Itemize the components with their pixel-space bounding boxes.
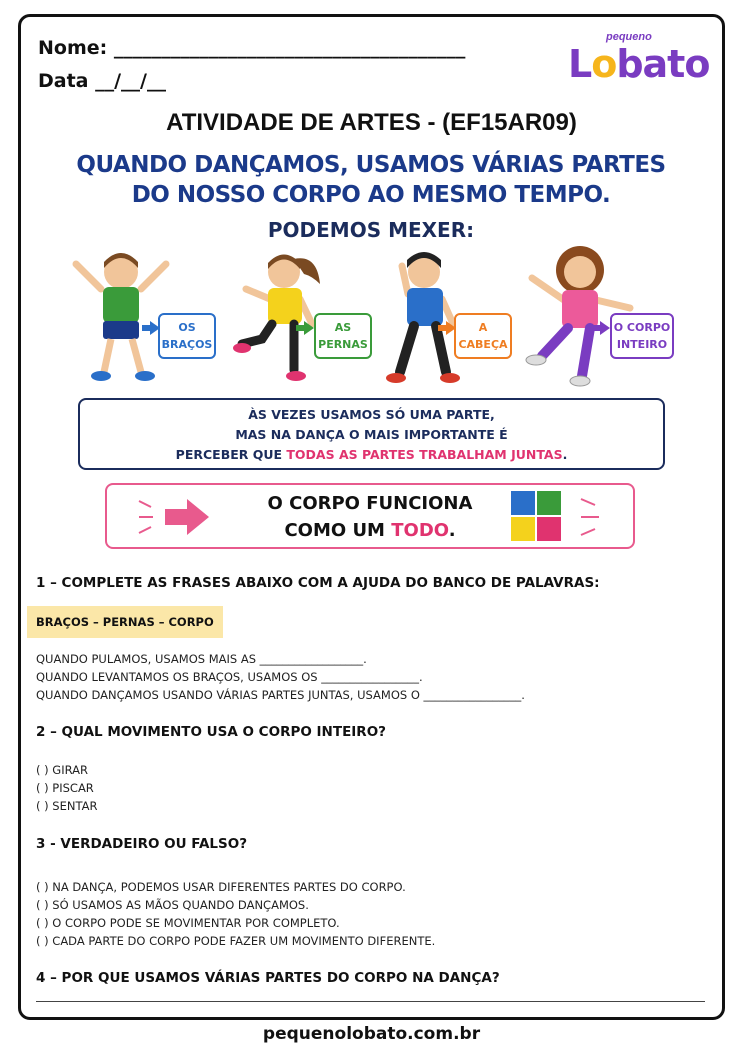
question-3-title: 3 - VERDADEIRO OU FALSO?: [36, 836, 248, 852]
true-false-item-1[interactable]: ( ) NA DANÇA, PODEMOS USAR DIFERENTES PARTES DO CORPO.: [36, 880, 406, 894]
arrow-arms-stem: [142, 325, 150, 331]
name-field[interactable]: Nome: _____________________________________: [38, 37, 466, 59]
label-legs: [314, 313, 372, 359]
label-arms: [158, 313, 216, 359]
logo-small-text: pequeno: [606, 31, 652, 43]
question-3-items: [36, 878, 435, 950]
true-false-item-4[interactable]: ( ) CADA PARTE DO CORPO PODE FAZER UM MOVIMENTO DIFERENTE.: [36, 934, 436, 948]
todo-box: [105, 483, 635, 549]
arrow-legs-stem: [296, 325, 304, 331]
label-whole-body: [610, 313, 674, 359]
option-sentar[interactable]: ( ) SENTAR: [36, 799, 98, 813]
label-head: [454, 313, 512, 359]
label-body-line-1: O CORPO: [613, 321, 671, 334]
poster-subheading: PODEMOS MEXER:: [267, 218, 475, 242]
answer-line[interactable]: [36, 1001, 705, 1002]
logo-letter-l: L: [568, 42, 592, 86]
logo-sun-o: o: [591, 42, 617, 86]
todo-line-2-start: COMO UM: [284, 520, 392, 541]
label-legs-line-2: PERNAS: [318, 338, 368, 351]
fill-line-3[interactable]: QUANDO DANÇAMOS USANDO VÁRIAS PARTES JUNTAS, USAMOS O _________________.: [36, 688, 525, 702]
arrow-head-stem: [438, 325, 446, 331]
poster-headline: [60, 150, 682, 210]
label-legs-line-1: AS: [334, 321, 352, 334]
info-highlight: TODAS AS PARTES TRABALHAM JUNTAS: [286, 447, 563, 462]
label-head-line-2: CABEÇA: [458, 338, 508, 351]
dance-poster: [60, 140, 682, 560]
date-field[interactable]: Data __/__/__: [38, 70, 166, 92]
info-line-3-end: .: [562, 447, 568, 462]
logo: [568, 31, 710, 90]
todo-highlight: TODO: [391, 520, 449, 541]
arrow-legs: [304, 321, 314, 335]
info-line-2: MAS NA DANÇA O MAIS IMPORTANTE É: [235, 427, 508, 442]
info-line-1: ÀS VEZES USAMOS SÓ UMA PARTE,: [248, 407, 495, 422]
logo-wordmark: [568, 42, 709, 86]
arrow-body-stem: [592, 325, 600, 331]
logo-letters-rest: bato: [616, 42, 710, 86]
info-box: [78, 398, 665, 470]
pink-arrow-icon: [137, 495, 217, 539]
header-fields: [38, 32, 465, 98]
question-4-title: 4 – POR QUE USAMOS VÁRIAS PARTES DO CORPO NA DANÇA?: [36, 970, 500, 986]
true-false-item-2[interactable]: ( ) SÓ USAMOS AS MÃOS QUANDO DANÇAMOS.: [36, 898, 309, 912]
question-1-lines: [36, 650, 525, 704]
todo-line-1: O CORPO FUNCIONA: [267, 493, 473, 514]
question-1-title: 1 – COMPLETE AS FRASES ABAIXO COM A AJUDA DO BANCO DE PALAVRAS:: [36, 575, 600, 591]
fill-line-2[interactable]: QUANDO LEVANTAMOS OS BRAÇOS, USAMOS OS _________________.: [36, 670, 423, 684]
fill-line-1[interactable]: QUANDO PULAMOS, USAMOS MAIS AS __________________.: [36, 652, 367, 666]
puzzle-icon: [509, 489, 629, 545]
poster-headline-line-2: DO NOSSO CORPO AO MESMO TEMPO.: [131, 182, 611, 208]
footer-url: pequenolobato.com.br: [262, 1024, 481, 1044]
label-arms-line-2: BRAÇOS: [161, 338, 213, 351]
arrow-body: [600, 321, 610, 335]
question-2-options: [36, 761, 97, 815]
poster-headline-line-1: QUANDO DANÇAMOS, USAMOS VÁRIAS PARTES: [76, 152, 666, 178]
word-bank: BRAÇOS – PERNAS – CORPO: [27, 606, 223, 638]
info-line-3: [80, 445, 663, 465]
option-piscar[interactable]: ( ) PISCAR: [36, 781, 94, 795]
true-false-item-3[interactable]: ( ) O CORPO PODE SE MOVIMENTAR POR COMPLETO.: [36, 916, 340, 930]
label-arms-line-1: OS: [178, 321, 196, 334]
question-2-title: 2 – QUAL MOVIMENTO USA O CORPO INTEIRO?: [36, 724, 387, 740]
page-title: ATIVIDADE DE ARTES - (EF15AR09): [166, 109, 577, 136]
info-line-3-start: PERCEBER QUE: [175, 447, 287, 462]
label-head-line-1: A: [478, 321, 488, 334]
todo-line-2-end: .: [448, 520, 456, 541]
label-body-line-2: INTEIRO: [616, 338, 668, 351]
option-girar[interactable]: ( ) GIRAR: [36, 763, 88, 777]
